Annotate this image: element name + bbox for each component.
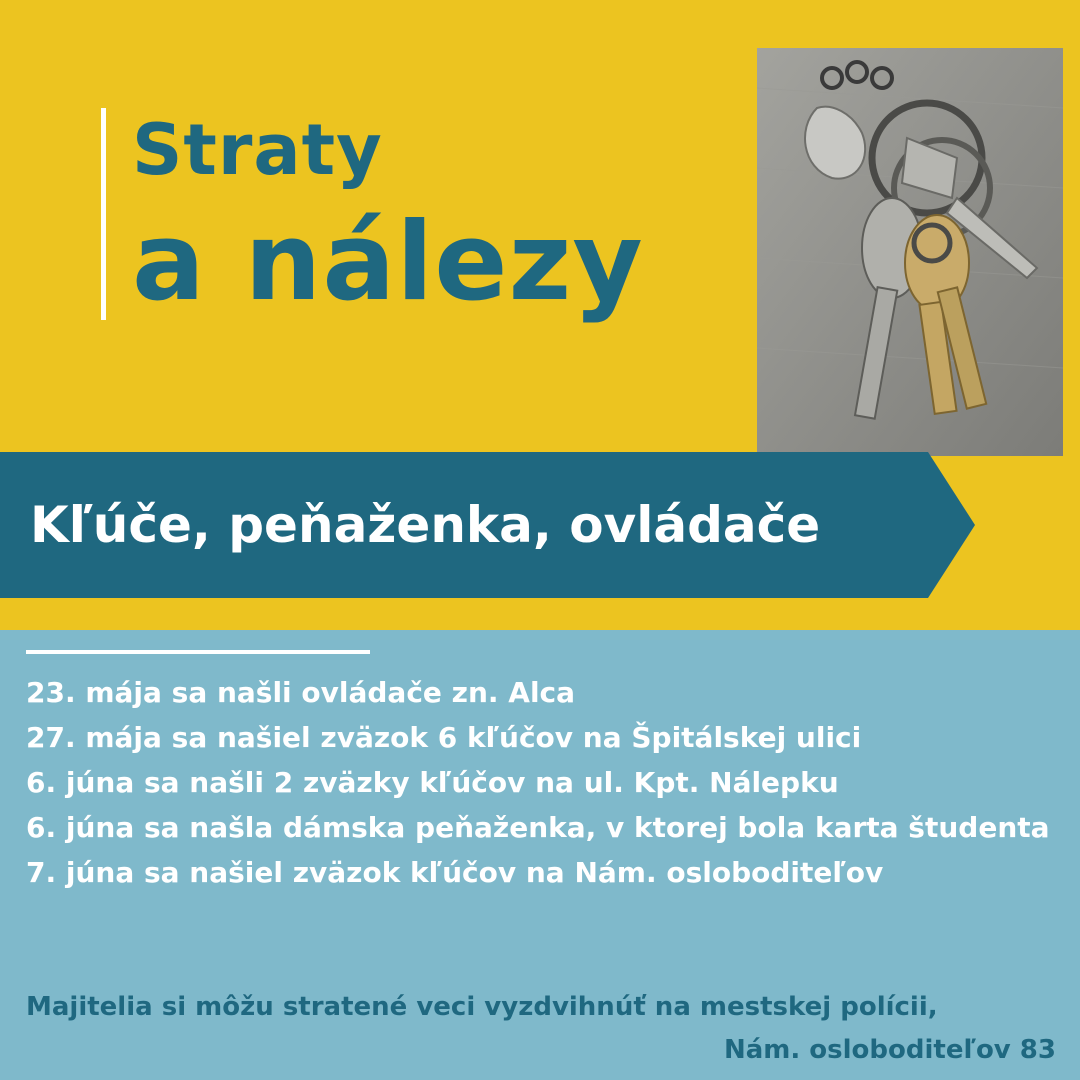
title-line-1: Straty (132, 109, 383, 191)
divider-line (26, 650, 370, 654)
footer-line-2: Nám. osloboditeľov 83 (723, 1035, 1056, 1065)
keys-icon (757, 48, 1063, 456)
list-item: 6. júna sa našli 2 zväzky kľúčov na ul. Kpt. Nálepku (26, 766, 839, 799)
list-item: 27. mája sa našiel zväzok 6 kľúčov na Špitálskej ulici (26, 721, 862, 754)
keys-photo (757, 48, 1063, 456)
found-items-list (26, 670, 1056, 895)
banner-text: Kľúče, peňaženka, ovládače (30, 496, 821, 554)
list-item: 7. júna sa našiel zväzok kľúčov na Nám. osloboditeľov (26, 856, 884, 889)
footer-line-1: Majitelia si môžu stratené veci vyzdvihnúť na mestskej polícii, (26, 992, 938, 1022)
list-item: 6. júna sa našla dámska peňaženka, v ktorej bola karta študenta (26, 811, 1050, 844)
category-banner (0, 452, 975, 598)
footer-note (26, 986, 1056, 1072)
title-accent-bar (101, 108, 106, 320)
title-line-2: a nálezy (132, 200, 644, 325)
list-item: 23. mája sa našli ovládače zn. Alca (26, 676, 576, 709)
